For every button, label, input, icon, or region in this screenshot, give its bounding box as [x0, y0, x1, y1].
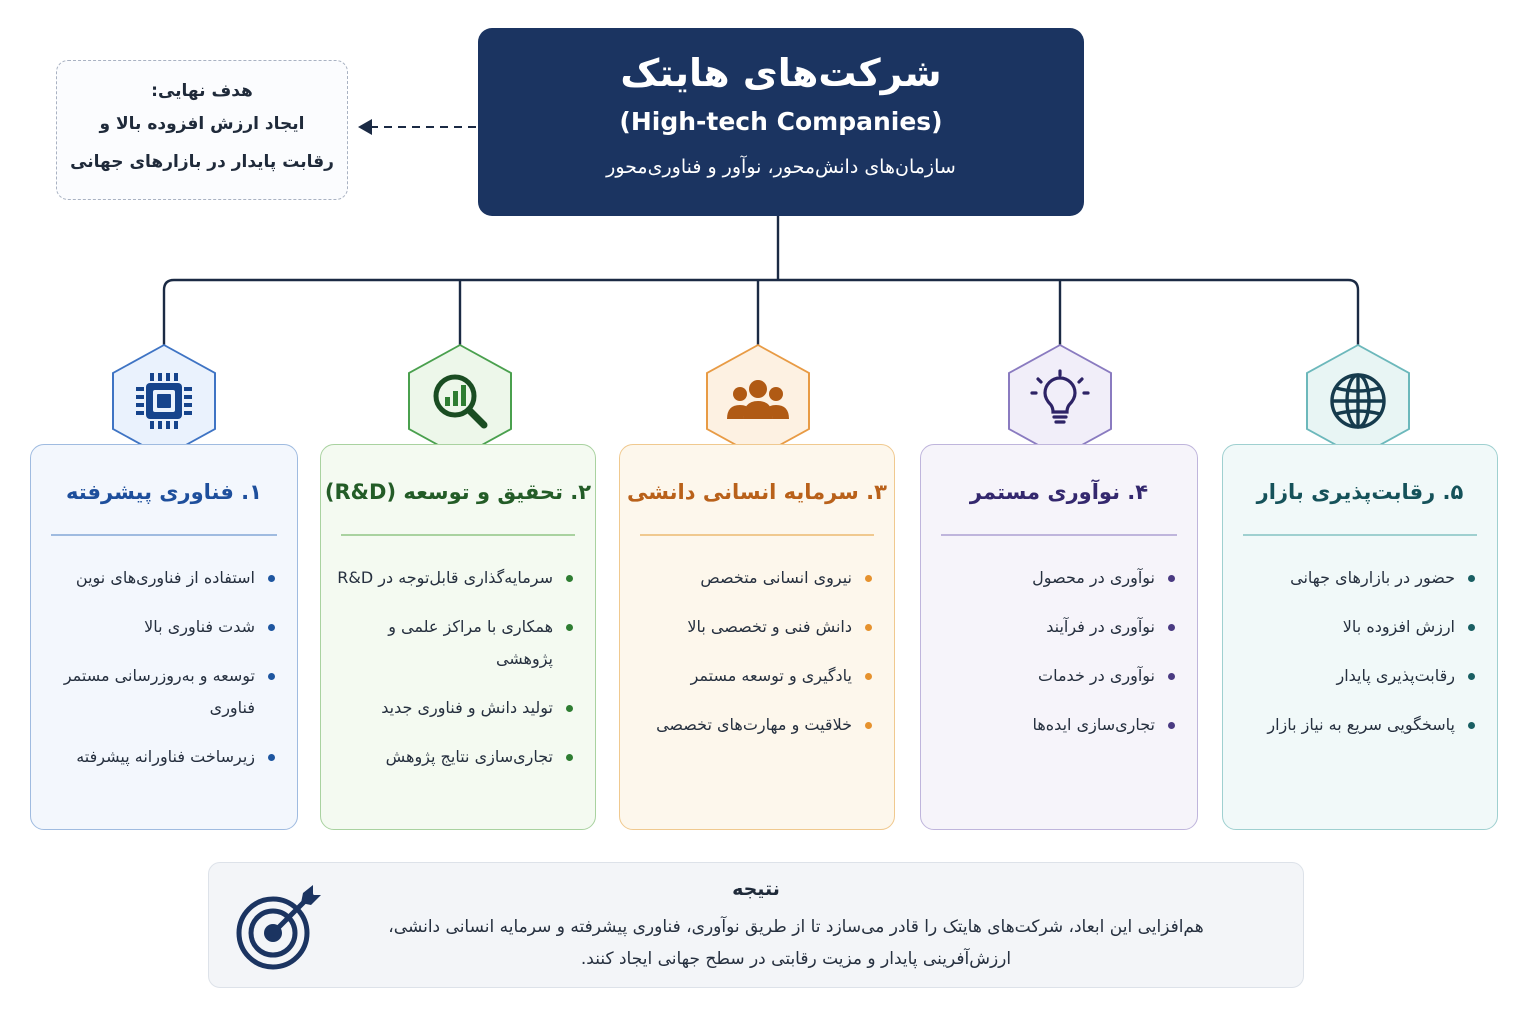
bullet-dot [1468, 722, 1475, 729]
pillar-title: ۱. فناوری پیشرفته [66, 480, 262, 504]
analytics-magnifier-icon [428, 369, 492, 433]
result-title: نتیجه [732, 878, 780, 900]
result-line-1: هم‌افزایی این ابعاد، شرکت‌های هایتک را قادر می‌سازد تا از طریق نوآوری، فناوری پیشرفته و سرمایه انسانی دانشی، [388, 917, 1204, 937]
result-text [209, 911, 1303, 975]
list-item: ارزش افزوده بالا [1237, 611, 1475, 643]
list-item: تجاری‌سازی نتایج پژوهش [335, 741, 573, 773]
bullet-dot [268, 575, 275, 582]
english-subtitle: (High-tech Companies) [619, 107, 943, 136]
divider [51, 534, 277, 536]
bullet-dot [1168, 624, 1175, 631]
list-item: نوآوری در فرآیند [935, 611, 1175, 643]
divider [941, 534, 1177, 536]
list-item: شدت فناوری بالا [45, 611, 275, 643]
pillar-card-research-development [320, 444, 596, 830]
persian-subtitle: سازمان‌های دانش‌محور، نوآور و فناوری‌محور [606, 156, 956, 178]
list-item: خلاقیت و مهارت‌های تخصصی [634, 709, 872, 741]
pillar-title: ۲. تحقیق و توسعه (R&D) [324, 480, 592, 504]
divider [1243, 534, 1477, 536]
goal-arrow [358, 119, 476, 135]
result-line-2: ارزش‌آفرینی پایدار و مزیت رقابتی در سطح جهانی ایجاد کنند. [580, 949, 1012, 969]
bullet-dot [1468, 673, 1475, 680]
list-item: همکاری با مراکز علمی و پژوهشی [335, 611, 573, 675]
list-item: پاسخگویی سریع به نیاز بازار [1237, 709, 1475, 741]
bullet-dot [268, 673, 275, 680]
list-item: حضور در بازارهای جهانی [1237, 562, 1475, 594]
list-item: زیرساخت فناورانه پیشرفته [45, 741, 275, 773]
pillar-card-market-competitiveness [1222, 444, 1498, 830]
main-title-box [478, 28, 1084, 216]
list-item: نوآوری در محصول [935, 562, 1175, 594]
bullet-dot [268, 754, 275, 761]
chip-icon [132, 369, 196, 433]
bullet-dot [865, 673, 872, 680]
pillar-card-knowledge-human-capital [619, 444, 895, 830]
bullet-dot [1468, 575, 1475, 582]
pillar-card-continuous-innovation [920, 444, 1198, 830]
result-box [208, 862, 1304, 988]
list-item: تجاری‌سازی ایده‌ها [935, 709, 1175, 741]
pillar-title: ۵. رقابت‌پذیری بازار [1256, 480, 1464, 504]
bullet-dot [1168, 673, 1175, 680]
goal-title: هدف نهایی: [151, 81, 253, 101]
list-item: یادگیری و توسعه مستمر [634, 660, 872, 692]
bullet-dot [566, 705, 573, 712]
list-item: نوآوری در خدمات [935, 660, 1175, 692]
list-item: دانش فنی و تخصصی بالا [634, 611, 872, 643]
list-item: استفاده از فناوری‌های نوین [45, 562, 275, 594]
main-title: شرکت‌های هایتک [620, 51, 942, 95]
list-item: رقابت‌پذیری پایدار [1237, 660, 1475, 692]
target-arrow-icon [233, 883, 323, 973]
globe-icon [1326, 369, 1390, 433]
bullet-dot [566, 624, 573, 631]
goal-line-1: ایجاد ارزش افزوده بالا و [99, 114, 305, 134]
bullet-dot [1168, 575, 1175, 582]
divider [640, 534, 874, 536]
bullet-dot [865, 722, 872, 729]
list-item: تولید دانش و فناوری جدید [335, 692, 573, 724]
bullet-dot [566, 754, 573, 761]
bullet-dot [1468, 624, 1475, 631]
people-group-icon [723, 371, 793, 431]
bullet-dot [566, 575, 573, 582]
bullet-dot [1168, 722, 1175, 729]
goal-line-2: رقابت پایدار در بازارهای جهانی [70, 152, 334, 172]
list-item: سرمایه‌گذاری قابل‌توجه در R&D [335, 562, 573, 594]
bullet-dot [268, 624, 275, 631]
bullet-dot [865, 624, 872, 631]
pillar-card-advanced-technology [30, 444, 298, 830]
goal-box [56, 60, 348, 200]
divider [341, 534, 575, 536]
bullet-dot [865, 575, 872, 582]
list-item: نیروی انسانی متخصص [634, 562, 872, 594]
lightbulb-icon [1028, 369, 1092, 433]
list-item: توسعه و به‌روزرسانی مستمر فناوری [45, 660, 275, 724]
pillar-title: ۳. سرمایه انسانی دانشی [627, 480, 887, 504]
pillar-title: ۴. نوآوری مستمر [969, 480, 1149, 504]
